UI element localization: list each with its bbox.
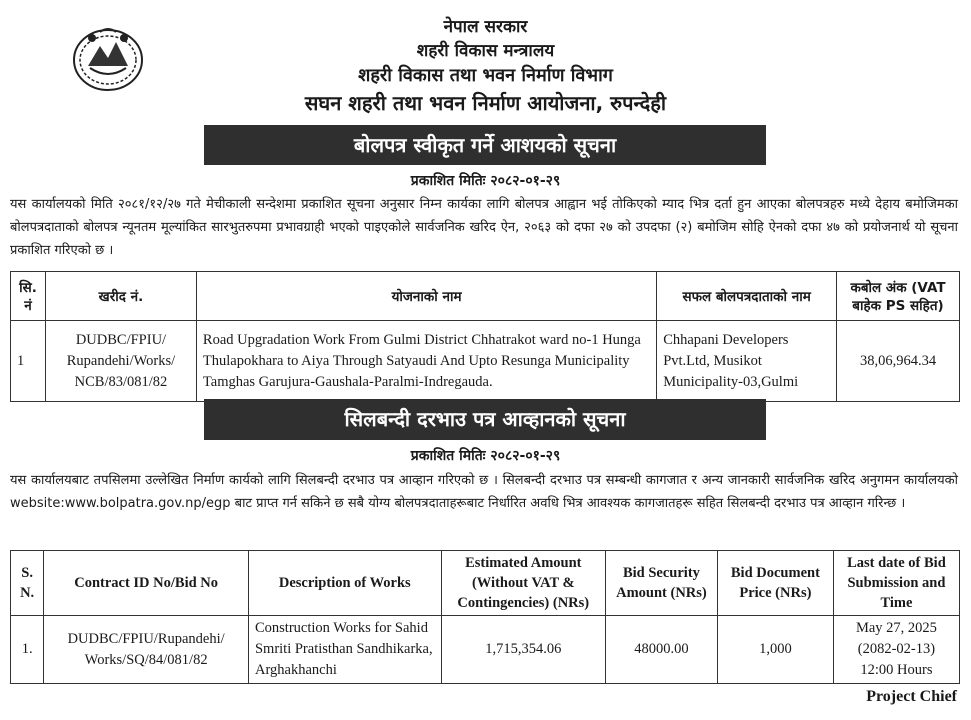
notice1-table (10, 271, 960, 402)
col-header: Bid Document Price (NRs) (717, 551, 833, 616)
signature-project-chief: Project Chief (866, 688, 957, 705)
col-header: Contract ID No/Bid No (44, 551, 249, 616)
table-row (11, 616, 960, 684)
deadline-bs-date: (2082-02-13) (857, 641, 936, 657)
cell-doc-price: 1,000 (717, 616, 833, 684)
notice1-title: बोलपत्र स्वीकृत गर्ने आशयको सूचना (204, 125, 766, 165)
notice2-table (10, 550, 960, 684)
col-header: सि. नं (11, 272, 46, 321)
col-header: Description of Works (248, 551, 441, 616)
table-header-row (11, 551, 960, 616)
cell-estimated-amount: 1,715,354.06 (441, 616, 605, 684)
cell-procurement-no: DUDBC/FPIU/ Rupandehi/Works/ NCB/83/081/82 (45, 321, 196, 402)
col-header: Estimated Amount (Without VAT & Contingencies) (NRs) (441, 551, 605, 616)
cell-amount: 38,06,964.34 (837, 321, 960, 402)
col-header: Last date of Bid Submission and Time (833, 551, 959, 616)
notice1-published-date: प्रकाशित मितिः २०८२-०१-२९ (410, 173, 561, 189)
notice2-published-date: प्रकाशित मितिः २०८२-०१-२९ (410, 448, 561, 464)
cell-bid-security: 48000.00 (605, 616, 717, 684)
deadline-time: 12:00 Hours (860, 662, 933, 678)
table-header-row (11, 272, 960, 321)
col-header: कबोल अंक (VAT बाहेक PS सहित) (837, 272, 960, 321)
cell-sn: 1 (11, 321, 46, 402)
header-government: नेपाल सरकार (443, 17, 528, 37)
cell-project-name: Road Upgradation Work From Gulmi District Chhatrakot ward no-1 Hunga Thulapokhara to Aiya Through Satyaudi And Upto Resunga Municipality Tamghas Garujura-Gaushala-Paralmi-Indregauda. (196, 321, 656, 402)
notice2-title: सिलबन्दी दरभाउ पत्र आव्हानको सूचना (204, 399, 766, 440)
cell-sn: 1. (11, 616, 44, 684)
col-header: सफल बोलपत्रदाताको नाम (657, 272, 837, 321)
deadline-date: May 27, 2025 (855, 620, 937, 636)
cell-bidder: Chhapani Developers Pvt.Ltd, Musikot Municipality-03,Gulmi (657, 321, 837, 402)
col-header: खरीद नं. (45, 272, 196, 321)
header-department: शहरी विकास तथा भवन निर्माण विभाग (358, 65, 613, 86)
cell-deadline (833, 616, 959, 684)
notice2-body: यस कार्यालयबाट तपसिलमा उल्लेखित निर्माण कार्यको लागि सिलबन्दी दरभाउ पत्र आव्हान गरिएको छ । सिलबन्दी दरभाउ पत्र सम्बन्धी कागजात र अन्य जानकारी सार्वजनिक खरिद अनुगमन कार्यालयको website:www.bolpatra.gov.np/egp बाट प्राप्त गर्न सकिने छ सबै योग्य बोलपत्रदाताहरूबाट निर्धारित अवधि भित्र आवश्यक कागजातहरू सहित सिलबन्दी दरभाउ पत्र आव्हान गरिन्छ । (10, 473, 958, 511)
notice1-body: यस कार्यालयको मिति २०८१/१२/२७ गते मेचीकाली सन्देशमा प्रकाशित सूचना अनुसार निम्न कार्यका लागि बोलपत्र आह्वान भई तोकिएको म्याद भित्र दर्ता हुन आएका बोलपत्रहरु मध्ये देहाय बमोजिमका बोलपत्रदाताको बोलपत्र न्यूनतम मूल्यांकित सारभुतरुपमा प्रभावग्राही भएको पाइएकोले सार्वजनिक खरिद ऐन, २०६३ को दफा २७ को उपदफा (२) बमोजिम सोहि ऐनको दफा ४७ को प्रयोजनार्थ यो सूचना प्रकाशित गरिएको छ । (10, 197, 958, 258)
cell-description: Construction Works for Sahid Smriti Pratisthan Sandhikarka, Arghakhanchi (248, 616, 441, 684)
header-project-office: सघन शहरी तथा भवन निर्माण आयोजना, रुपन्देही (304, 91, 667, 115)
col-header: योजनाको नाम (196, 272, 656, 321)
header-ministry: शहरी विकास मन्त्रालय (416, 41, 555, 61)
col-header: S. N. (11, 551, 44, 616)
cell-contract-id: DUDBC/FPIU/Rupandehi/ Works/SQ/84/081/82 (44, 616, 249, 684)
table-row (11, 321, 960, 402)
col-header: Bid Security Amount (NRs) (605, 551, 717, 616)
